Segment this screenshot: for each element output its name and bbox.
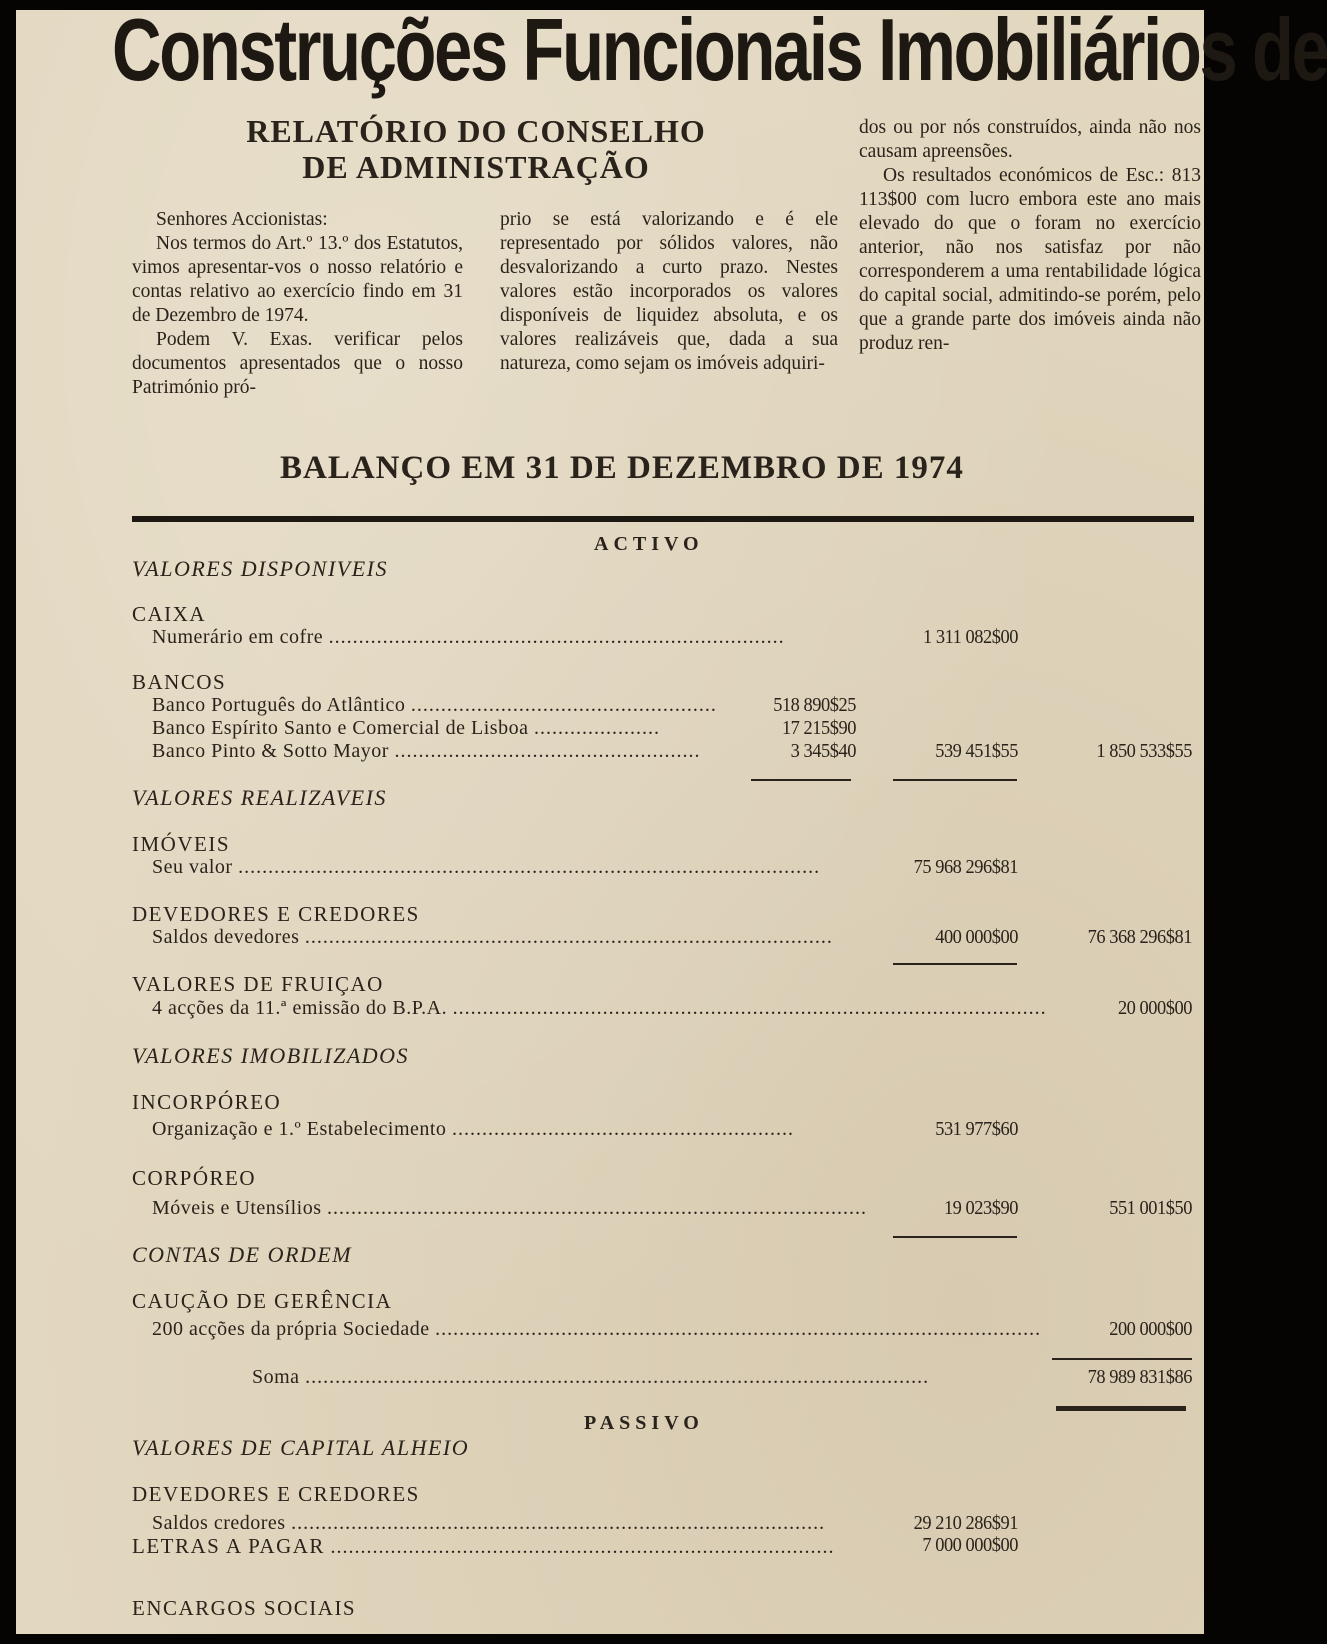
section-ordem: CONTAS DE ORDEM xyxy=(132,1242,353,1267)
amount-fruicao: 20 000$00 xyxy=(1117,997,1192,1019)
line-propria-sociedade: 200 acções da própria Sociedade ..................................................................................................... xyxy=(152,1318,1042,1340)
line-letras: LETRAS A PAGAR .................................................................................... xyxy=(132,1534,835,1558)
amount-saldos-devedores: 400 000$00 xyxy=(935,926,1018,948)
line-seu-valor: Seu valor ................................................................................................. xyxy=(152,856,821,878)
paragraph: Os resultados económicos de Esc.: 813 113$00 com lucro embora este ano mais elevado do que o foram no exercício anterior, não nos satisfaz por não corresponderem a uma rentabilidade lógica do capital social, admitindo-se porém, pelo que a grande parte dos imóveis ainda não produz ren- xyxy=(859,165,1201,354)
head-incorporeo: INCORPÓREO xyxy=(132,1090,282,1114)
passivo-heading: PASSIVO xyxy=(584,1412,704,1434)
underline xyxy=(893,779,1017,781)
amount-seu-valor: 75 968 296$81 xyxy=(913,856,1018,878)
head-caixa: CAIXA xyxy=(132,602,206,626)
underline xyxy=(893,1236,1017,1238)
head-imoveis: IMÓVEIS xyxy=(132,832,230,856)
amount-numerario: 1 311 082$00 xyxy=(922,626,1018,648)
section-realizaveis: VALORES REALIZAVEIS xyxy=(132,785,387,810)
double-underline xyxy=(1056,1406,1186,1411)
head-fruicao: VALORES DE FRUIÇAO xyxy=(132,972,384,996)
amount-imobilizados-total: 551 001$50 xyxy=(1109,1197,1192,1219)
amount-realizaveis-total: 76 368 296$81 xyxy=(1087,926,1192,948)
amount-bpsm-c3: 1 850 533$55 xyxy=(1096,740,1192,762)
paragraph: dos ou por nós construídos, ainda não nos causam apreensões. xyxy=(859,117,1201,162)
amount-bpsm-c1: 3 345$40 xyxy=(790,740,856,762)
head-corporeo: CORPÓREO xyxy=(132,1166,257,1190)
balance-title: BALANÇO EM 31 DE DEZEMBRO DE 1974 xyxy=(280,450,964,486)
amount-bpsm-c2: 539 451$55 xyxy=(935,740,1018,762)
underline xyxy=(1052,1358,1192,1360)
underline xyxy=(893,963,1017,965)
amount-bpa: 518 890$25 xyxy=(773,694,856,716)
line-bpsm: Banco Pinto & Sotto Mayor ................................................... xyxy=(152,740,701,762)
amount-caucao: 200 000$00 xyxy=(1109,1318,1192,1340)
section-disponiveis: VALORES DISPONIVEIS xyxy=(132,556,388,581)
section-imobilizados: VALORES IMOBILIZADOS xyxy=(132,1043,410,1068)
salutation: Senhores Accionistas: xyxy=(156,209,328,230)
report-column-1 xyxy=(132,208,463,400)
newspaper-clipping xyxy=(16,0,1327,1634)
paragraph: prio se está valorizando e é ele representado por sólidos valores, não desvalorizando a curto prazo. Nestes valores estão incorporados os valores disponíveis de liquidez absoluta, e os valores realizáveis que, dada a sua natureza, como sejam os imóveis adquiri- xyxy=(500,209,838,374)
line-saldos-credores: Saldos credores ......................................................................................... xyxy=(152,1512,826,1534)
head-caucao: CAUÇÃO DE GERÊNCIA xyxy=(132,1289,393,1313)
report-column-2 xyxy=(500,208,838,376)
line-soma: Soma ........................................................................................................ xyxy=(252,1366,930,1388)
line-accoes-bpa: 4 acções da 11.ª emissão do B.P.A. ................................................................................................... xyxy=(152,997,1047,1019)
head-bancos: BANCOS xyxy=(132,670,227,694)
amount-moveis: 19 023$90 xyxy=(943,1197,1018,1219)
report-title-line1: RELATÓRIO DO CONSELHO xyxy=(246,113,706,149)
head-devedores: DEVEDORES E CREDORES xyxy=(132,902,420,926)
amount-letras: 7 000 000$00 xyxy=(922,1534,1018,1556)
underline xyxy=(751,779,851,781)
report-title-line2: DE ADMINISTRAÇÃO xyxy=(302,149,650,185)
amount-organizacao: 531 977$60 xyxy=(935,1118,1018,1140)
line-numerario: Numerário em cofre ............................................................................ xyxy=(152,626,785,648)
headline: Construções Funcionais Imobiliários de xyxy=(112,0,1327,99)
thick-rule xyxy=(132,516,1194,522)
line-besc: Banco Espírito Santo e Comercial de Lisboa ..................... xyxy=(152,717,660,739)
line-moveis: Móveis e Utensílios .......................................................................................... xyxy=(152,1197,867,1219)
amount-saldos-credores: 29 210 286$91 xyxy=(913,1512,1018,1534)
paragraph: Nos termos do Art.º 13.º dos Estatutos, vimos apresentar-vos o nosso relatório e contas relativo ao exercício findo em 31 de Dezembro de 1974. xyxy=(132,233,463,326)
line-organizacao: Organização e 1.º Estabelecimento ......................................................... xyxy=(152,1118,794,1140)
report-column-3 xyxy=(859,116,1201,356)
activo-heading: ACTIVO xyxy=(594,533,704,555)
line-bpa: Banco Português do Atlântico ................................................... xyxy=(152,694,717,716)
amount-besc: 17 215$90 xyxy=(781,717,856,739)
paragraph: Podem V. Exas. verificar pelos documentos apresentados que o nosso Património pró- xyxy=(132,329,463,398)
line-saldos-devedores: Saldos devedores ........................................................................................ xyxy=(152,926,833,948)
head-encargos: ENCARGOS SOCIAIS xyxy=(132,1596,357,1620)
section-capital-alheio: VALORES DE CAPITAL ALHEIO xyxy=(132,1435,470,1460)
head-devedores-credores: DEVEDORES E CREDORES xyxy=(132,1482,420,1506)
amount-soma: 78 989 831$86 xyxy=(1087,1366,1192,1388)
